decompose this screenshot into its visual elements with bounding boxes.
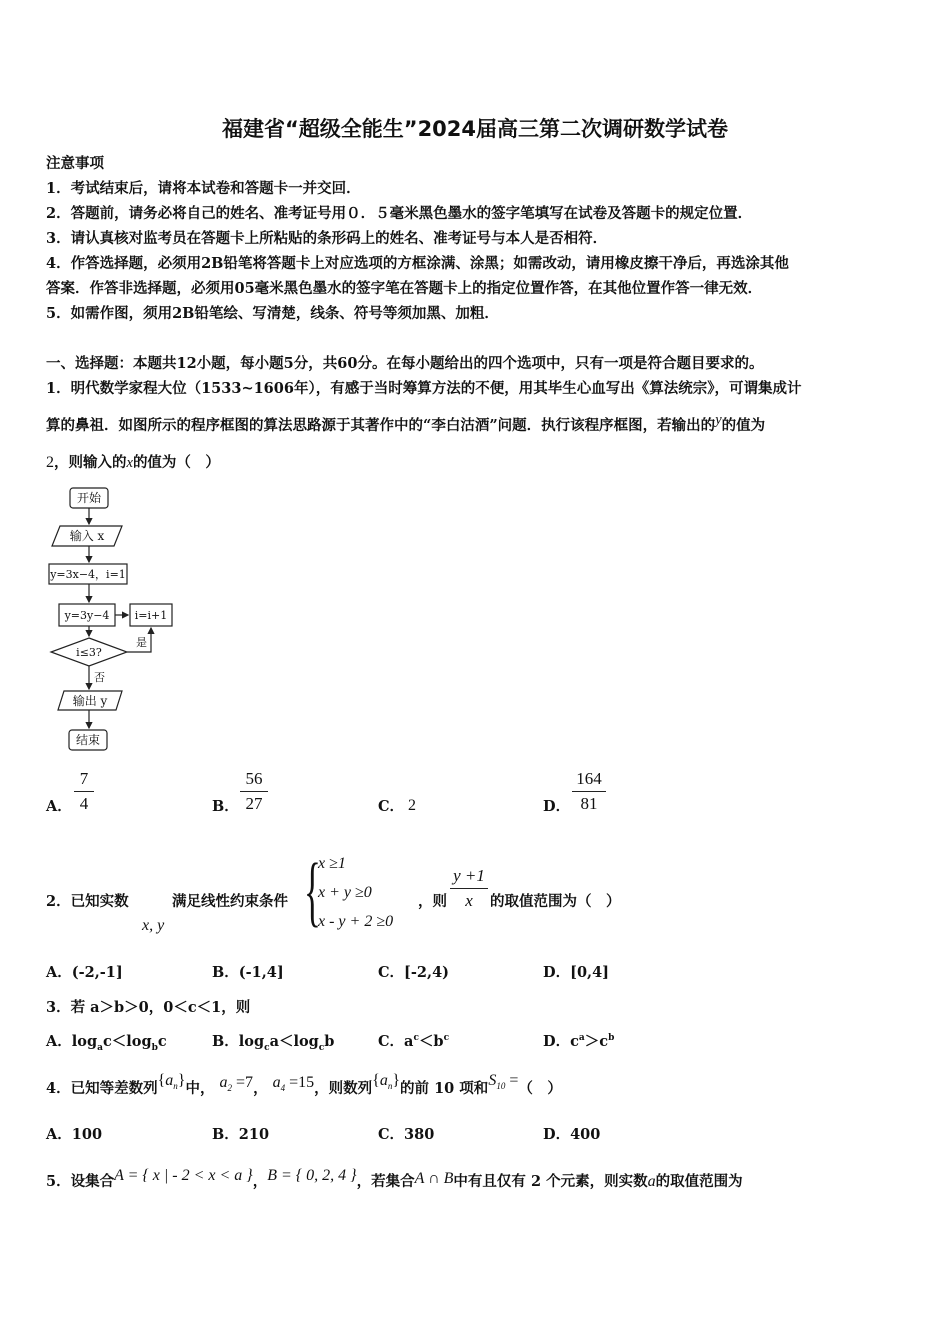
seq-a-n: $\{a_n\}$ <box>157 1072 186 1092</box>
q1-option-b-label: B． <box>212 798 239 815</box>
left-brace: { <box>304 847 321 934</box>
q3-option-c <box>378 1030 449 1051</box>
a4-eq: $a_4 =15$ <box>272 1074 315 1094</box>
constraint-1: x ≥1 <box>318 855 346 872</box>
flowchart <box>44 484 184 754</box>
note-item: 4．作答选择题，必须用2B铅笔将答题卡上对应选项的方框涂满、涂黑；如需改动，请用橡皮擦干净后，再选涂其他 <box>46 255 789 272</box>
numerator: 7 <box>79 769 89 788</box>
denominator: 27 <box>245 794 263 813</box>
q1-option-a-label: A． <box>46 798 72 815</box>
q1-text: 的值为 <box>721 417 766 434</box>
option-value: [-2,4) <box>404 964 450 981</box>
q1-option-b-frac <box>240 769 268 814</box>
option-label: A． <box>46 1126 72 1143</box>
set-b: B = { 0, 2, 4 } <box>267 1167 357 1184</box>
q1-option-d-frac <box>572 769 606 814</box>
q3-option-d <box>543 1030 614 1051</box>
q4-option-c <box>378 1123 434 1144</box>
flow-decision-label: i≤3? <box>76 646 102 659</box>
option-label: B． <box>212 964 239 981</box>
q2-option-c <box>378 961 449 982</box>
q5-text: 的取值范围为 <box>655 1173 743 1190</box>
var-x: x <box>126 455 133 471</box>
option-label: C． <box>378 964 405 981</box>
set-a: A = { x | - 2 < x < a } <box>114 1167 253 1184</box>
q2-vars: x, y <box>142 917 165 934</box>
constraint-3: x - y + 2 ≥0 <box>318 913 394 930</box>
denominator: 4 <box>79 794 89 813</box>
q4-text: 4．已知等差数列 <box>46 1080 158 1097</box>
q3-option-a <box>46 1030 167 1053</box>
var-y: y <box>715 412 722 428</box>
q5-text: 中有且仅有 2 个元素，则实数 <box>453 1173 648 1190</box>
flow-yes-label: 是 <box>136 636 147 649</box>
q5-line <box>46 1167 743 1191</box>
numerator: y +1 <box>453 866 485 885</box>
value-2: 2 <box>46 454 54 471</box>
flow-init-label: y=3x−4，i=1 <box>50 568 126 581</box>
option-label: A． <box>46 1033 72 1050</box>
option-label: D． <box>543 1126 571 1143</box>
note-item: 1．考试结束后，请将本试卷和答题卡一并交回． <box>46 180 361 197</box>
seq-a-n-2: $\{a_n\}$ <box>372 1072 401 1092</box>
option-value: [0,4] <box>570 964 610 981</box>
numerator: 56 <box>245 769 263 788</box>
flow-update-y-label: y=3y−4 <box>64 609 110 622</box>
option-value: 380 <box>404 1126 435 1143</box>
q1-option-c-label: C． <box>378 798 405 815</box>
flow-output-label: 输出 y <box>72 694 108 708</box>
option-value: $c^a>c^b$ <box>570 1033 615 1050</box>
denominator: x <box>465 891 473 910</box>
q5-text: ，若集合 <box>356 1173 415 1190</box>
flow-no-label: 否 <box>94 671 105 684</box>
q1-line1: 1．明代数学家程大位（1533~1606年），有感于当时筹算方法的不便，用其毕生心血写出《算法统宗》，可谓集成计 <box>46 380 802 397</box>
q3-stem: 3．若 a＞b＞0，0＜c＜1，则 <box>46 999 251 1016</box>
option-label: A． <box>46 964 72 981</box>
q2-option-b <box>212 961 284 982</box>
q2-option-a <box>46 961 123 982</box>
option-value: $\log_ca<\log_cb$ <box>238 1033 335 1053</box>
q2-text-b: 满足线性约束条件 <box>172 893 288 910</box>
q1-text: 算的鼻祖．如图所示的程序框图的算法思路源于其著作中的“李白沽酒”问题．执行该程序框图，若输出的 <box>46 417 716 434</box>
section-heading: 一、选择题：本题共12小题，每小题5分，共60分。在每小题给出的四个选项中，只有一项是符合题目要求的。 <box>46 355 764 372</box>
q4-option-b <box>212 1123 269 1144</box>
var-a: a <box>647 1173 656 1190</box>
intersection: A ∩ B <box>414 1170 454 1187</box>
option-value: $a^c<b^c$ <box>404 1033 450 1050</box>
note-item: 5．如需作图，须用2B铅笔绘、写清楚，线条、符号等须加黑、加粗． <box>46 305 499 322</box>
q2-text-c: ，则 <box>418 893 447 910</box>
q5-text: 5．设集合 <box>46 1173 115 1190</box>
q1-text: ，则输入的 <box>54 454 127 471</box>
q1-text: 的值为（ ） <box>132 454 220 471</box>
q2-fraction <box>450 866 488 911</box>
q2-text-a: 2．已知实数 <box>46 893 129 910</box>
option-value: 210 <box>238 1126 270 1143</box>
q5-text: ， <box>252 1173 268 1190</box>
flow-start-label: 开始 <box>76 491 102 505</box>
q2-text-d: 的取值范围为（ ） <box>490 893 621 910</box>
note-item: 2．答题前，请务必将自己的姓名、准考证号用０．５毫米黑色墨水的签字笔填写在试卷及答题卡的规定位置． <box>46 205 753 222</box>
s10: $S_{10}$ = <box>488 1072 519 1092</box>
page-title: 福建省“超级全能生”2024届高三第二次调研数学试卷 <box>221 117 729 141</box>
flow-update-i-label: i=i+1 <box>134 609 168 622</box>
q1-option-a-frac <box>74 769 94 814</box>
q4-option-a <box>46 1123 102 1144</box>
q3-option-b <box>212 1030 334 1053</box>
q4-text: （ ） <box>518 1080 562 1097</box>
option-label: D． <box>543 964 571 981</box>
flow-end-label: 结束 <box>75 733 101 747</box>
option-value: (-2,-1] <box>71 964 123 981</box>
numerator: 164 <box>576 769 602 788</box>
notes-heading: 注意事项 <box>46 155 104 172</box>
q4-text: ，则数列 <box>314 1080 373 1097</box>
q2-option-d <box>543 961 609 982</box>
q1-option-d-label: D． <box>543 798 571 815</box>
flow-input-label: 输入 x <box>69 529 105 543</box>
option-value: $\log_ac<\log_bc$ <box>71 1033 167 1053</box>
denominator: 81 <box>580 794 598 813</box>
option-value: 400 <box>570 1126 601 1143</box>
option-value: (-1,4] <box>238 964 284 981</box>
q1-line3 <box>46 451 220 472</box>
note-item: 3．请认真核对监考员在答题卡上所粘贴的条形码上的姓名、准考证号与本人是否相符． <box>46 230 608 247</box>
option-label: D． <box>543 1033 571 1050</box>
q4-text: 中， <box>185 1080 215 1097</box>
constraint-2: x + y ≥0 <box>318 884 372 901</box>
option-label: C． <box>378 1126 405 1143</box>
option-label: C． <box>378 1033 405 1050</box>
note-item: 答案．作答非选择题，必须用05毫米黑色墨水的签字笔在答题卡上的指定位置作答，在其他位置作答一律无效． <box>46 280 763 297</box>
option-value: 100 <box>71 1126 103 1143</box>
option-label: B． <box>212 1126 239 1143</box>
option-label: B． <box>212 1033 239 1050</box>
q1-option-c-value: 2 <box>408 797 416 814</box>
q1-line2 <box>46 414 765 435</box>
q4-text: 的前 10 项和 <box>400 1080 489 1097</box>
a2-eq: $a_2 =7$ <box>219 1074 254 1094</box>
q4-line: 4．已知等差数列$\{a_n\}$中， $a_2 =7$， $a_4 =15$，则数列$\{a_n\}$的前 10 项和$S_{10}$ =（ ） <box>46 1072 562 1097</box>
q4-option-d <box>543 1123 600 1144</box>
